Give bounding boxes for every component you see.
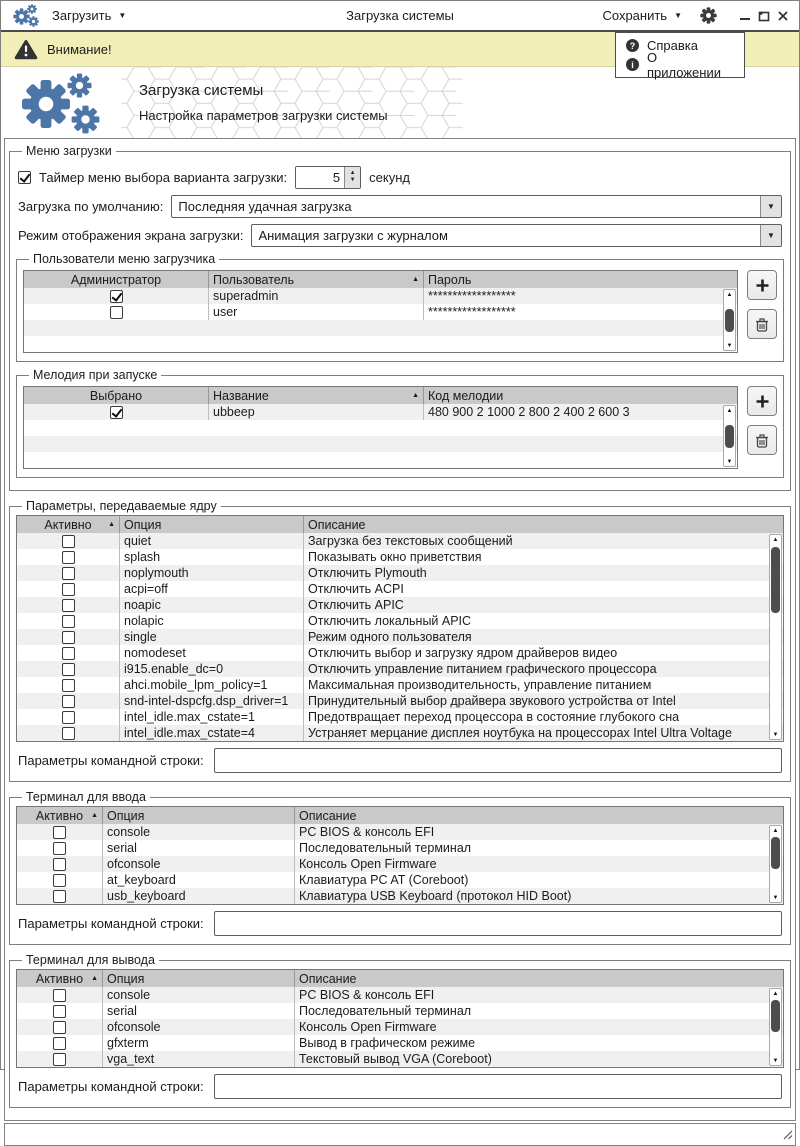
table-row[interactable]	[17, 565, 783, 581]
desc-cell: Отключить управление питанием графического процессора	[308, 662, 657, 676]
warning-text: Внимание!	[47, 41, 112, 57]
main-content	[4, 138, 796, 1121]
desc-cell: Загрузка без текстовых сообщений	[308, 534, 513, 548]
terminal-output-table	[16, 969, 784, 1068]
param-checkbox[interactable]	[62, 567, 75, 580]
option-cell: usb_keyboard	[103, 888, 295, 904]
sort-asc-icon: ▲	[108, 521, 115, 528]
table-row[interactable]	[17, 613, 783, 629]
tout-cmdline-input[interactable]	[214, 1074, 782, 1099]
desc-cell: Последовательный терминал	[299, 841, 472, 855]
settings-menu	[615, 32, 745, 78]
kernel-col-active[interactable]: Активно ▲	[17, 516, 120, 533]
table-row[interactable]	[24, 304, 737, 320]
table-scrollbar[interactable]	[769, 988, 782, 1066]
timer-value[interactable]: 5	[296, 167, 344, 188]
desc-cell: PC BIOS & консоль EFI	[299, 988, 435, 1002]
users-table	[23, 270, 738, 353]
add-user-button[interactable]	[747, 270, 777, 300]
default-boot-value: Последняя удачная загрузка	[178, 198, 352, 214]
combo-arrow-icon[interactable]: ▼	[760, 225, 781, 246]
resize-grip[interactable]	[782, 1128, 793, 1143]
terminal-checkbox[interactable]	[53, 1037, 66, 1050]
admin-checkbox[interactable]	[110, 290, 123, 303]
sort-asc-icon: ▲	[91, 975, 98, 982]
desc-cell: Показывать окно приветствия	[308, 550, 482, 564]
melody-code-cell: 480 900 2 1000 2 800 2 400 2 600 3	[428, 405, 630, 419]
combo-arrow-icon[interactable]: ▼	[760, 196, 781, 217]
option-cell: nomodeset	[120, 645, 304, 661]
terminal-checkbox[interactable]	[53, 1005, 66, 1018]
option-cell: i915.enable_dc=0	[120, 661, 304, 677]
status-bar	[4, 1123, 796, 1146]
desc-cell: Отключить Plymouth	[308, 566, 427, 580]
scroll-up-icon[interactable]: ▲	[772, 536, 779, 543]
desc-cell: Принудительный выбор драйвера звукового устройства от Intel	[308, 694, 676, 708]
option-cell: noapic	[120, 597, 304, 613]
param-checkbox[interactable]	[62, 679, 75, 692]
desc-cell: Вывод в графическом режиме	[299, 1036, 476, 1050]
display-mode-value: Анимация загрузки с журналом	[258, 227, 448, 243]
tout-col-option[interactable]: Опция	[103, 970, 295, 987]
table-row[interactable]	[17, 661, 783, 677]
tin-cmdline-label: Параметры командной строки:	[18, 916, 204, 931]
terminal-checkbox[interactable]	[53, 1053, 66, 1066]
option-cell: splash	[120, 549, 304, 565]
option-cell: console	[103, 824, 295, 840]
warning-triangle-icon	[14, 39, 38, 60]
group-kernel-params	[9, 499, 791, 782]
option-cell: single	[120, 629, 304, 645]
desc-cell: Максимальная производительность, управление питанием	[308, 678, 652, 692]
table-row[interactable]	[17, 1035, 783, 1051]
help-circle-icon: ?	[626, 39, 639, 52]
sort-asc-icon: ▲	[412, 392, 419, 399]
option-cell: serial	[103, 1003, 295, 1019]
param-checkbox[interactable]	[62, 727, 75, 740]
info-circle-icon: i	[626, 58, 639, 71]
group-terminal-input	[9, 790, 791, 945]
user-cell: superadmin	[209, 288, 424, 304]
scroll-up-icon[interactable]: ▲	[772, 827, 779, 834]
password-cell: ******************	[428, 289, 516, 303]
group-bootloader-users-legend: Пользователи меню загрузчика	[33, 252, 216, 266]
save-button-label: Сохранить	[602, 8, 668, 23]
option-cell: intel_idle.max_cstate=1	[120, 709, 304, 725]
app-logo-gears-icon	[19, 72, 107, 134]
param-checkbox[interactable]	[62, 663, 75, 676]
table-row[interactable]	[24, 288, 737, 304]
option-cell: console	[103, 987, 295, 1003]
scroll-thumb[interactable]	[771, 547, 780, 613]
default-boot-select[interactable]	[171, 195, 782, 218]
desc-cell: Отключить APIC	[308, 598, 404, 612]
param-checkbox[interactable]	[62, 599, 75, 612]
default-boot-label: Загрузка по умолчанию:	[18, 198, 164, 214]
group-bootloader-users	[16, 252, 784, 362]
table-scrollbar[interactable]	[723, 289, 736, 351]
table-row[interactable]	[17, 597, 783, 613]
scroll-down-icon[interactable]: ▼	[772, 894, 779, 901]
close-button[interactable]	[777, 10, 789, 22]
group-terminal-output	[9, 953, 791, 1108]
load-button[interactable]	[52, 8, 126, 23]
table-row[interactable]	[17, 1051, 783, 1067]
desc-cell: Консоль Open Firmware	[299, 1020, 437, 1034]
user-cell: user	[209, 304, 424, 320]
kernel-col-option[interactable]: Опция	[120, 516, 304, 533]
users-col-user[interactable]: Пользователь ▲	[209, 271, 424, 288]
option-cell: serial	[103, 840, 295, 856]
terminal-checkbox[interactable]	[53, 826, 66, 839]
terminal-checkbox[interactable]	[53, 1021, 66, 1034]
delete-user-button[interactable]	[747, 309, 777, 339]
table-row[interactable]	[17, 629, 783, 645]
option-cell: quiet	[120, 533, 304, 549]
melody-col-name[interactable]: Название ▲	[209, 387, 424, 404]
scroll-down-icon[interactable]: ▼	[772, 731, 779, 738]
option-cell: ofconsole	[103, 856, 295, 872]
desc-cell: Отключить выбор и загрузку ядром драйверов видео	[308, 646, 618, 660]
table-scrollbar[interactable]	[723, 405, 736, 467]
option-cell: snd-intel-dspcfg.dsp_driver=1	[120, 693, 304, 709]
tout-col-desc[interactable]: Описание	[299, 971, 357, 986]
scroll-thumb[interactable]	[771, 1000, 780, 1032]
scroll-down-icon[interactable]: ▼	[726, 458, 733, 465]
table-row[interactable]	[17, 987, 783, 1003]
option-cell: ofconsole	[103, 1019, 295, 1035]
desc-cell: Предотвращает переход процессора в состояние глубокого сна	[308, 710, 680, 724]
desc-cell: Устраняет мерцание дисплея ноутбука на процессорах Intel Ultra Voltage	[308, 726, 732, 740]
table-row[interactable]	[17, 645, 783, 661]
admin-checkbox[interactable]	[110, 306, 123, 319]
kernel-cmdline-label: Параметры командной строки:	[18, 753, 204, 768]
scroll-up-icon[interactable]: ▲	[726, 291, 733, 298]
desc-cell: Текстовый вывод VGA (Coreboot)	[299, 1052, 492, 1066]
terminal-checkbox[interactable]	[53, 842, 66, 855]
timer-spinbox[interactable]	[295, 166, 361, 189]
password-cell: ******************	[428, 305, 516, 319]
group-boot-menu	[9, 144, 791, 491]
display-mode-select[interactable]	[251, 224, 782, 247]
melody-name-cell: ubbeep	[209, 404, 424, 420]
kernel-params-table	[16, 515, 784, 742]
tin-cmdline-input[interactable]	[214, 911, 782, 936]
param-checkbox[interactable]	[62, 631, 75, 644]
table-scrollbar[interactable]	[769, 825, 782, 903]
option-cell: nolapic	[120, 613, 304, 629]
table-row[interactable]	[17, 677, 783, 693]
melody-col-selected[interactable]: Выбрано	[24, 387, 209, 404]
terminal-checkbox[interactable]	[53, 858, 66, 871]
group-startup-melody	[16, 368, 784, 478]
table-row[interactable]	[17, 840, 783, 856]
window-title: Загрузка системы	[346, 8, 454, 23]
sort-asc-icon: ▲	[91, 812, 98, 819]
desc-cell: Последовательный терминал	[299, 1004, 472, 1018]
table-row[interactable]	[17, 824, 783, 840]
param-checkbox[interactable]	[62, 711, 75, 724]
melody-table	[23, 386, 738, 469]
table-row[interactable]	[17, 1003, 783, 1019]
terminal-checkbox[interactable]	[53, 890, 66, 903]
scroll-thumb[interactable]	[771, 837, 780, 869]
scroll-down-icon[interactable]: ▼	[772, 1057, 779, 1064]
kernel-col-desc[interactable]: Описание	[308, 517, 366, 532]
save-button[interactable]	[602, 8, 682, 23]
table-row[interactable]	[17, 872, 783, 888]
option-cell: at_keyboard	[103, 872, 295, 888]
table-row[interactable]	[17, 856, 783, 872]
group-terminal-input-legend: Терминал для ввода	[26, 790, 146, 804]
table-row[interactable]	[17, 1019, 783, 1035]
option-cell: noplymouth	[120, 565, 304, 581]
scroll-down-icon[interactable]: ▼	[726, 342, 733, 349]
tin-col-option[interactable]: Опция	[103, 807, 295, 824]
load-button-label: Загрузить	[52, 8, 112, 23]
tin-col-desc[interactable]: Описание	[299, 808, 357, 823]
table-row[interactable]	[17, 709, 783, 725]
add-melody-button[interactable]	[747, 386, 777, 416]
param-checkbox[interactable]	[62, 615, 75, 628]
desc-cell: Клавиатура USB Keyboard (протокол HID Boot)	[299, 889, 572, 903]
table-row[interactable]	[17, 888, 783, 904]
app-gears-icon	[13, 4, 40, 27]
param-checkbox[interactable]	[62, 583, 75, 596]
table-row[interactable]	[17, 725, 783, 741]
scroll-up-icon[interactable]: ▲	[726, 407, 733, 414]
kernel-cmdline-input[interactable]	[214, 748, 782, 773]
settings-gear-icon[interactable]	[700, 7, 717, 24]
timer-unit-label: секунд	[369, 169, 410, 185]
chevron-down-icon: ▼	[674, 11, 682, 20]
users-col-admin[interactable]: Администратор	[24, 271, 209, 288]
terminal-input-table	[16, 806, 784, 905]
chevron-down-icon: ▼	[118, 11, 127, 20]
spinner-arrows[interactable]: ▲ ▼	[344, 167, 360, 188]
group-startup-melody-legend: Мелодия при запуске	[33, 368, 158, 382]
scroll-up-icon[interactable]: ▲	[772, 990, 779, 997]
scroll-thumb[interactable]	[725, 309, 734, 332]
display-mode-label: Режим отображения экрана загрузки:	[18, 227, 244, 243]
delete-melody-button[interactable]	[747, 425, 777, 455]
toolbar	[1, 1, 799, 32]
minimize-button[interactable]	[739, 10, 751, 22]
param-checkbox[interactable]	[62, 647, 75, 660]
table-row[interactable]	[17, 581, 783, 597]
maximize-button[interactable]	[758, 10, 770, 22]
melody-col-code[interactable]: Код мелодии	[428, 388, 504, 403]
tout-cmdline-label: Параметры командной строки:	[18, 1079, 204, 1094]
param-checkbox[interactable]	[62, 695, 75, 708]
desc-cell: Отключить локальный APIC	[308, 614, 472, 628]
terminal-checkbox[interactable]	[53, 989, 66, 1002]
tout-col-active[interactable]: Активно ▲	[17, 970, 103, 987]
users-col-password[interactable]: Пароль	[428, 272, 472, 287]
param-checkbox[interactable]	[62, 535, 75, 548]
timer-label: Таймер меню выбора варианта загрузки:	[39, 169, 288, 185]
melody-checkbox[interactable]	[110, 406, 123, 419]
table-row[interactable]	[24, 404, 737, 420]
table-row[interactable]	[17, 693, 783, 709]
table-row[interactable]	[17, 533, 783, 549]
option-cell: vga_text	[103, 1051, 295, 1067]
desc-cell: PC BIOS & консоль EFI	[299, 825, 435, 839]
group-kernel-params-legend: Параметры, передаваемые ядру	[26, 499, 217, 513]
sort-asc-icon: ▲	[412, 276, 419, 283]
desc-cell: Клавиатура PC AT (Coreboot)	[299, 873, 469, 887]
group-terminal-output-legend: Терминал для вывода	[26, 953, 155, 967]
menu-item-label: О приложении	[647, 49, 721, 80]
desc-cell: Режим одного пользователя	[308, 630, 472, 644]
menu-item-about[interactable]	[616, 49, 744, 80]
table-row[interactable]	[17, 549, 783, 565]
desc-cell: Консоль Open Firmware	[299, 857, 437, 871]
page-title: Загрузка системы	[139, 82, 264, 99]
tin-col-active[interactable]: Активно ▲	[17, 807, 103, 824]
table-scrollbar[interactable]	[769, 534, 782, 740]
option-cell: gfxterm	[103, 1035, 295, 1051]
param-checkbox[interactable]	[62, 551, 75, 564]
timer-checkbox[interactable]	[18, 171, 31, 184]
desc-cell: Отключить ACPI	[308, 582, 404, 596]
option-cell: acpi=off	[120, 581, 304, 597]
scroll-thumb[interactable]	[725, 425, 734, 448]
page-subtitle: Настройка параметров загрузки системы	[139, 108, 388, 123]
option-cell: intel_idle.max_cstate=4	[120, 725, 304, 741]
terminal-checkbox[interactable]	[53, 874, 66, 887]
group-boot-menu-legend: Меню загрузки	[26, 144, 112, 158]
menu-item-label: Справка	[647, 38, 698, 53]
option-cell: ahci.mobile_lpm_policy=1	[120, 677, 304, 693]
